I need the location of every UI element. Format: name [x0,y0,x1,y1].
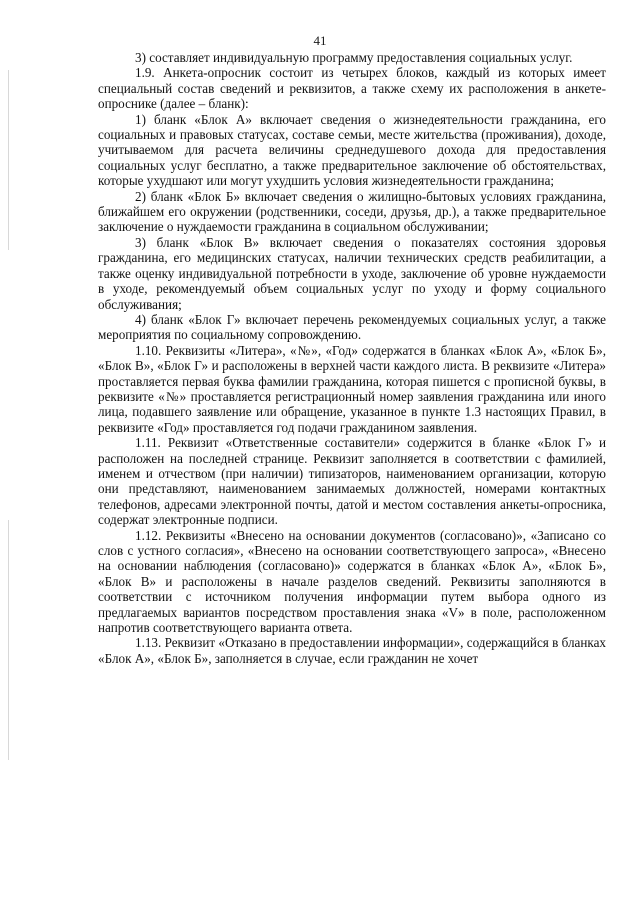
paragraph-1-11: 1.11. Реквизит «Ответственные составители» содержится в бланке «Блок Г» и расположен на последней странице. Реквизит заполняется в соответствии с фамилией, именем и отчеством (при наличии) типизаторов, наименованием организации, которую они представляют, наименованием занимаемых должностей, номерами контактных телефонов, адресами электронной почты, датой и местом составления анкеты-опросника, содержат электронные подписи. [98,435,606,528]
paragraph-blank-a: 1) бланк «Блок А» включает сведения о жизнедеятельности гражданина, его социальных и правовых статусах, составе семьи, месте жительства (проживания), доходе, учитываемом для расчета величины среднедушевого дохода для предоставления социальных услуг бесплатно, а также предварительное заключение об обстоятельствах, которые ухудшают или могут ухудшить условия жизнедеятельности гражданина; [98,111,606,189]
paragraph-1-12: 1.12. Реквизиты «Внесено на основании документов (согласовано)», «Записано со слов с устного согласия», «Внесено на основании соответствующего запроса», «Внесено на основании наблюдения (согласовано)» содержатся в бланках «Блок А», «Блок Б», «Блок В» и расположены в начале разделов сведений. Реквизиты заполняются в соответствии с источником получения информации путем выбора одного из предлагаемых вариантов посредством проставления знака «V» в поле, расположенном напротив соответствующего варианта ответа. [98,527,606,636]
paragraph-1-10: 1.10. Реквизиты «Литера», «№», «Год» содержатся в бланках «Блок А», «Блок Б», «Блок В», «Блок Г» и расположены в верхней части каждого листа. В реквизите «Литера» проставляется первая буква фамилии гражданина, которая пишется с прописной буквы, в реквизите «№» проставляется регистрационный номер заявления гражданина или иного лица, подавшего заявление или обращение, указанное в пункте 1.3 настоящих Правил, в реквизите «Год» проставляется год подачи гражданином заявления. [98,342,606,435]
paragraph-blank-g: 4) бланк «Блок Г» включает перечень рекомендуемых социальных услуг, а также мероприятия по социальному сопровождению. [98,311,606,343]
paragraph-item-3-program: 3) составляет индивидуальную программу предоставления социальных услуг. [135,50,573,65]
paragraph-blank-v: 3) бланк «Блок В» включает сведения о показателях состояния здоровья гражданина, его медицинских статусах, наличии технических средств реабилитации, а также оценку индивидуальной потребности в уходе, заключение об уровне нуждаемости в уходе, рекомендуемый объем социальных услуг по уходу и форму социального обслуживания; [98,234,606,312]
document-body [98,50,606,666]
paragraph-blank-b: 2) бланк «Блок Б» включает сведения о жилищно-бытовых условиях гражданина, ближайшем его окружении (родственники, соседи, друзья, др.), а также предварительное заключение о нуждаемости гражданина в социальном обслуживании; [98,188,606,235]
scan-edge-mark [8,520,9,760]
page-number: 41 [313,33,327,48]
scan-edge-mark [8,70,9,250]
paragraph-1-13: 1.13. Реквизит «Отказано в предоставлении информации», содержащийся в бланках «Блок А», «Блок Б», заполняется в случае, если гражданин не хочет [98,635,606,666]
paragraph-1-9: 1.9. Анкета-опросник состоит из четырех блоков, каждый из которых имеет специальный состав сведений и реквизитов, а также схему их расположения в анкете-опроснике (далее – бланк): [98,65,606,112]
